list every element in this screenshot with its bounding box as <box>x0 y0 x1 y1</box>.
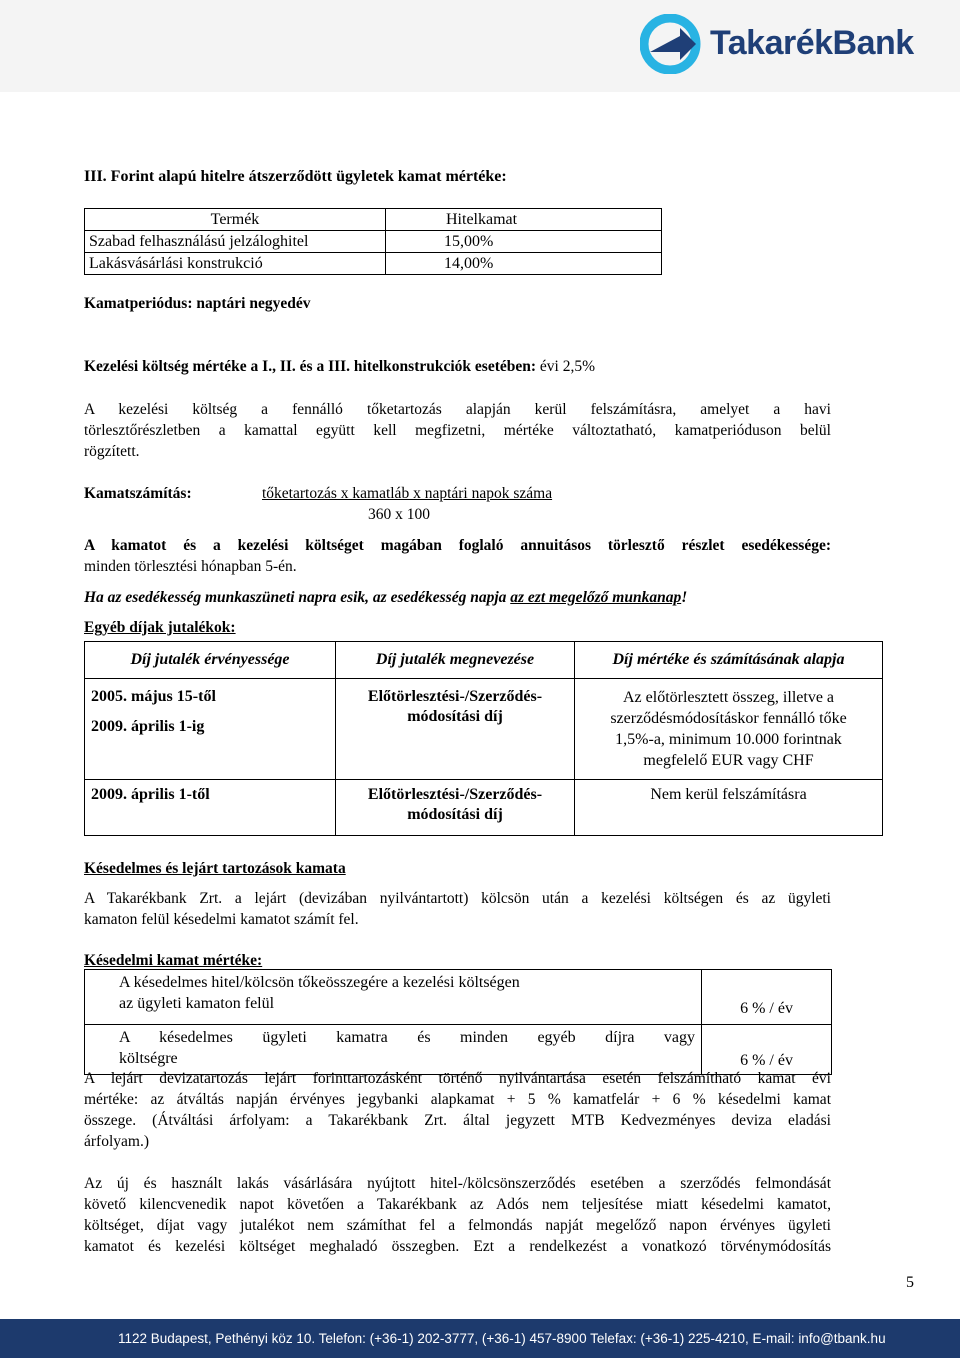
table-cell <box>336 780 575 836</box>
table-header-row <box>85 642 883 679</box>
logo-mark-icon <box>640 14 702 74</box>
page-number: 5 <box>906 1274 914 1291</box>
fee-name-line: módosítási díj <box>407 708 503 725</box>
holiday-note-text: Ha az esedékesség munkaszüneti napra esik, az esedékesség napja <box>84 589 511 606</box>
mgmt-fee-value: évi 2,5% <box>536 358 596 375</box>
late-rate-text: A késedelmes ügyleti kamatra és minden egyéb díjra vagy <box>119 1029 695 1046</box>
table-header-row <box>85 209 662 231</box>
table-header-cell: Díj jutalék érvényessége <box>85 642 336 679</box>
table-row <box>85 679 883 780</box>
due-line: A kamatot és a kezelési költséget magában foglaló annuitásos törlesztő részlet esedékessége: <box>84 537 831 554</box>
fee-name-line: módosítási díj <box>407 806 503 823</box>
table-row <box>85 231 662 253</box>
paragraph-line: költséget, díjat vagy jutalékot nem számíthat fel a felmondás napját megelőző napon érvényes ügyleti <box>84 1217 831 1234</box>
calc-numerator: tőketartozás x kamatláb x naptári napok száma <box>262 485 553 502</box>
fees-table <box>84 641 883 836</box>
table-row <box>85 970 832 1025</box>
table-cell: 14,00% <box>386 253 662 275</box>
table-row <box>85 1025 832 1075</box>
table-cell <box>336 679 575 780</box>
table-cell: Lakásvásárlási konstrukció <box>85 253 386 275</box>
table-cell <box>85 1025 702 1075</box>
takarekbank-logo <box>640 14 940 74</box>
late-rate-value: 6 % / év <box>702 1025 832 1075</box>
validity-to: 2009. április 1-ig <box>91 718 205 735</box>
calc-label: Kamatszámítás: <box>84 485 192 502</box>
calc-denominator: 360 x 100 <box>368 506 430 523</box>
fee-amount-line: szerződésmódosításkor fennálló tőke <box>610 710 847 727</box>
table-cell <box>575 679 883 780</box>
interest-period: Kamatperiódus: naptári negyedév <box>84 295 311 312</box>
fee-name-line: Előtörlesztési-/Szerződés- <box>367 786 543 803</box>
table-cell: Szabad felhasználású jelzáloghitel <box>85 231 386 253</box>
fee-amount-line: 1,5%-a, minimum 10.000 forintnak <box>615 731 842 748</box>
paragraph-line: árfolyam.) <box>84 1133 149 1150</box>
table-header-cell: Díj mértéke és számításának alapja <box>575 642 883 679</box>
paragraph-line: Az új és használt lakás vásárlására nyújtott hitel-/kölcsönszerződés esetében a szerződés felmondását <box>84 1175 831 1192</box>
table-header-cell: Díj jutalék megnevezése <box>336 642 575 679</box>
late-heading: Késedelmes és lejárt tartozások kamata <box>84 860 346 877</box>
table-header-cell: Termék <box>85 209 386 231</box>
fees-heading: Egyéb díjak jutalékok: <box>84 619 236 636</box>
section-title: III. Forint alapú hitelre átszerződött ügyletek kamat mértéke: <box>84 168 507 185</box>
table-cell: 15,00% <box>386 231 662 253</box>
late-rate-value: 6 % / év <box>702 970 832 1025</box>
holiday-note-emphasis: az ezt megelőző munkanap <box>510 589 682 606</box>
fee-name-line: Előtörlesztési-/Szerződés- <box>367 688 543 705</box>
late-rate-heading: Késedelmi kamat mértéke: <box>84 952 263 969</box>
paragraph-line: törlesztőrészletben a kamattal együtt kell megfizetni, mértéke változtatható, kamatperióduson belül <box>84 422 831 439</box>
paragraph-line: kamaton felül késedelmi kamatot számít fel. <box>84 911 359 928</box>
paragraph-line: követő kilencvenedik napot követően a Takarékbank az Adós nem teljesítése miatt késedelmi kamatot, <box>84 1196 831 1213</box>
page-header <box>0 0 960 92</box>
due-line: minden törlesztési hónapban 5-én. <box>84 558 297 575</box>
paragraph-line: összege. (Átváltási árfolyam: a Takarékbank Zrt. által jegyzett MTB Kedvezményes deviza eladási <box>84 1112 831 1129</box>
table-cell <box>85 970 702 1025</box>
paragraph-line: A Takarékbank Zrt. a lejárt (devizában nyilvántartott) kölcsön után a kezelési költségen és az ügyleti <box>84 890 831 907</box>
fee-amount-line: Az előtörlesztett összeg, illetve a <box>622 689 835 706</box>
table-cell: Nem kerül felszámításra <box>575 780 883 836</box>
late-rate-text: költségre <box>119 1050 178 1067</box>
mgmt-fee-line <box>84 358 595 376</box>
rate-table <box>84 208 662 275</box>
paragraph-line: kamatot és kezelési költséget meghaladó összegben. Ezt a rendelkezést a vonatkozó törvénymódosítás <box>84 1238 831 1255</box>
table-cell <box>85 679 336 780</box>
paragraph-line: rögzített. <box>84 443 140 460</box>
table-row <box>85 780 883 836</box>
table-row <box>85 253 662 275</box>
holiday-note <box>84 588 687 608</box>
late-rate-table <box>84 969 832 1075</box>
logo-wordmark: TakarékBank <box>710 24 914 62</box>
late-rate-text: az ügyleti kamaton felül <box>119 995 275 1012</box>
table-header-cell: Hitelkamat <box>386 209 662 231</box>
page-footer <box>0 1319 960 1358</box>
fee-amount-line: megfelelő EUR vagy CHF <box>643 752 814 769</box>
paragraph-line: mértéke: az átváltás napján érvényes jegybanki alapkamat + 5 % kamatfelár + 6 % késedelmi kamat <box>84 1091 831 1108</box>
late-rate-text: A késedelmes hitel/kölcsön tőkeösszegére a kezelési költségen <box>119 974 520 991</box>
paragraph-line: A lejárt devizatartozás lejárt forinttartozásként történő nyilvántartása esetén felszámítható kamat évi <box>84 1070 831 1087</box>
table-cell: 2009. április 1-től <box>85 780 336 836</box>
mgmt-fee-label: Kezelési költség mértéke a I., II. és a III. hitelkonstrukciók esetében: <box>84 358 537 375</box>
footer-contact: 1122 Budapest, Pethényi köz 10. Telefon: (+36-1) 202-3777, (+36-1) 457-8900 Telefax: (+36-1) 225-4210, E-mail: info@tbank.hu <box>118 1331 886 1346</box>
paragraph-line: A kezelési költség a fennálló tőketartozás alapján kerül felszámításra, amelyet a havi <box>84 401 831 418</box>
validity-from: 2005. május 15-től <box>91 688 216 705</box>
holiday-note-suffix: ! <box>681 589 688 606</box>
